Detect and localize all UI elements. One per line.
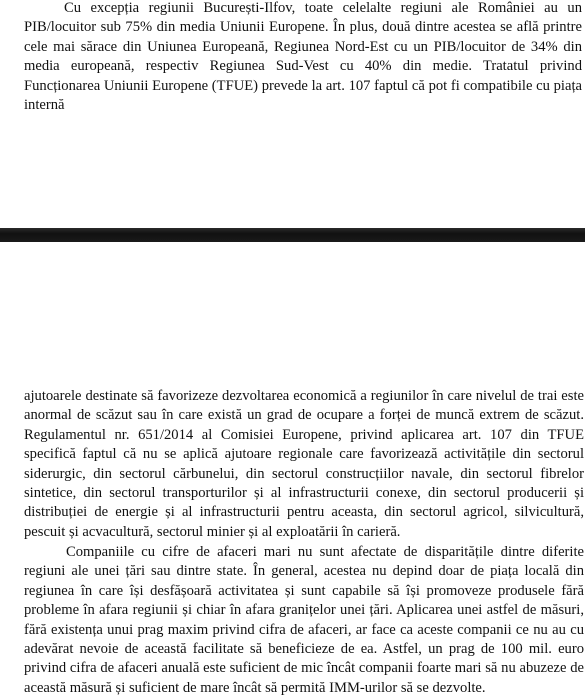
page-separator — [0, 228, 585, 242]
paragraph-regional-gdp: Cu excepția regiunii București-Ilfov, toate celelalte regiuni ale României au un PIB/locuitor sub 75% din media Uniunii Europene. În plus, două dintre acestea se află printre cele mai sărace din Uniunea Europeană, Regiunea Nord-Est cu un PIB/locuitor de 34% din media europeană, respectiv Regiunea Sud-Vest cu 40% din medie. Tratatul privind Funcționarea Uniunii Europene (TFUE) prevede la art. 107 faptul că pot fi compatibile cu piața internă — [24, 0, 582, 114]
paragraph-state-aid-regulation: ajutoarele destinate să favorizeze dezvoltarea economică a regiunilor în care nivelul de trai este anormal de scăzut sau în care există un grad de ocupare a forței de muncă extrem de scăzut. Regulamentul nr. 651/2014 al Comisiei Europene, privind aplicarea art. 107 din TFUE specifică faptul că nu se aplică ajutoare regionale care favorizează activitățile din sectorul siderurgic, din sectorul cărbunelui, din sectorul construcțiilor navale, din sectorul fibrelor sintetice, din sectorul transporturilor și al infrastructurii conexe, din sectorul producerii și distribuției de energie și al infrastructurii pentru aceasta, din sectorul agricol, silvicultură, pescuit și acvacultură, sectorul minier și al exploatării în carieră. — [24, 388, 584, 540]
document-page-top — [0, 0, 585, 228]
paragraph-company-turnover: Companiile cu cifre de afaceri mari nu sunt afectate de disparitățile dintre diferite regiuni ale unei țări sau dintre state. În general, acestea nu depind doar de piața locală din regiunea în care își desfășoară activitatea și sunt capabile să își promoveze produsele fără probleme în afara regiunii și chiar în afara granițelor unei țări. Aplicarea unei astfel de măsuri, fără existența unui prag maxim privind cifra de afaceri, ar face ca aceste companii ce nu au cu adevărat nevoie de această facilitate să beneficieze de ea. Astfel, un prag de 100 mil. euro privind cifra de afaceri anuală este suficient de mic încât companii foarte mari să nu abuzeze de această măsură și suficient de mare încât să permită IMM-urilor să se dezvolte. — [24, 544, 584, 696]
document-page-bottom — [0, 242, 585, 696]
